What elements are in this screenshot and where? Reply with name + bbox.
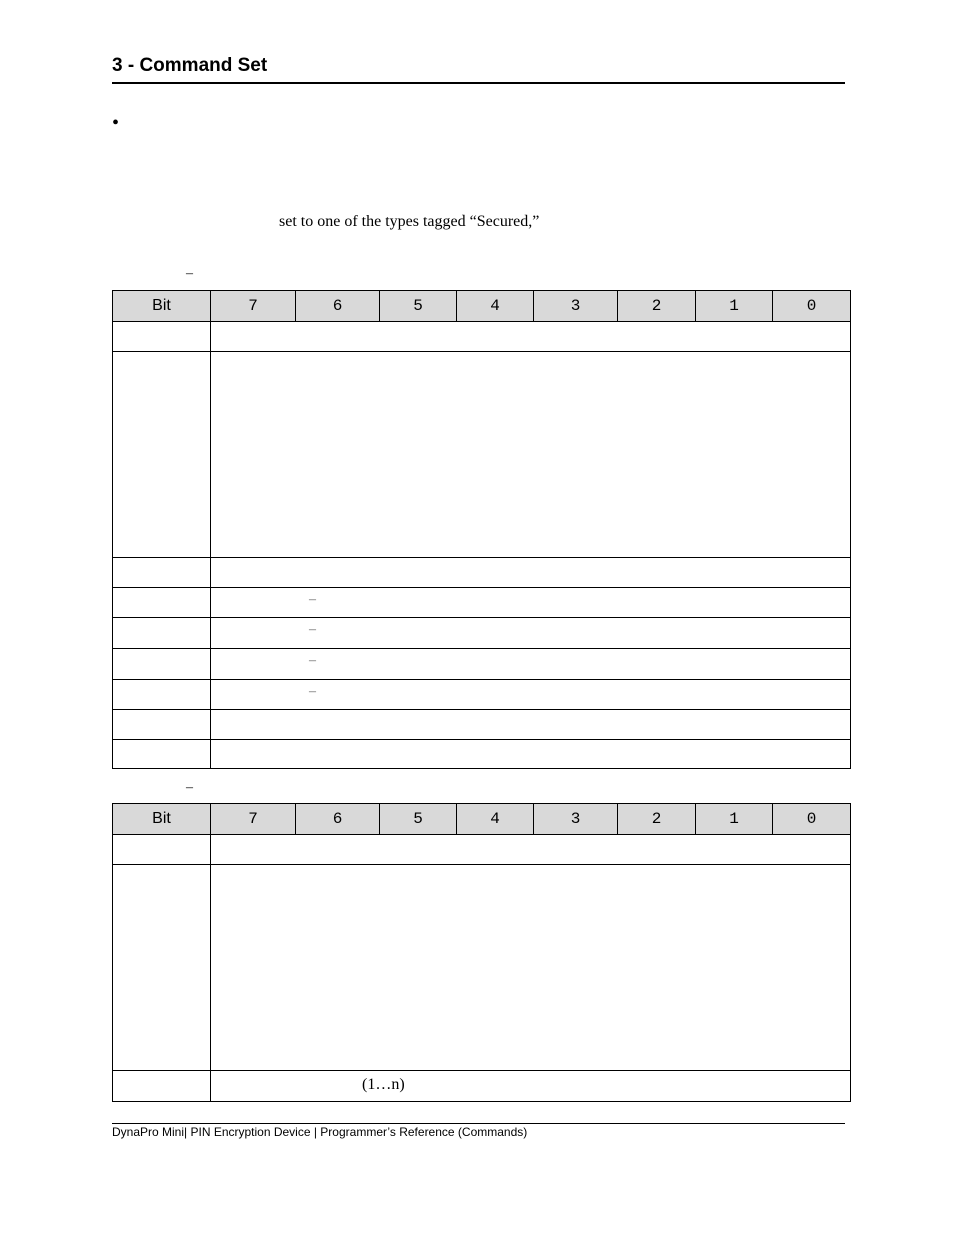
table-row bbox=[113, 588, 851, 618]
bit-header: Bit bbox=[113, 291, 211, 322]
table-row bbox=[113, 322, 851, 352]
table-row bbox=[113, 558, 851, 588]
table2-header-row bbox=[113, 804, 851, 835]
bit-4: 4 bbox=[457, 804, 534, 835]
table-row bbox=[113, 865, 851, 1071]
bit-3: 3 bbox=[534, 804, 618, 835]
bit-2: 2 bbox=[618, 804, 696, 835]
bit-0: 0 bbox=[773, 291, 851, 322]
bit-7: 7 bbox=[211, 291, 296, 322]
footer-divider bbox=[112, 1123, 845, 1124]
table-row bbox=[113, 710, 851, 740]
row-dash: – bbox=[309, 622, 316, 637]
table-row bbox=[113, 740, 851, 769]
bit-2: 2 bbox=[618, 291, 696, 322]
paragraph-fragment: set to one of the types tagged “Secured,” bbox=[279, 213, 540, 230]
bit-5: 5 bbox=[380, 291, 457, 322]
row-text-index: (1…n) bbox=[362, 1076, 405, 1093]
bit-4: 4 bbox=[457, 291, 534, 322]
bit-1: 1 bbox=[696, 804, 773, 835]
bit-5: 5 bbox=[380, 804, 457, 835]
bit-3: 3 bbox=[534, 291, 618, 322]
row-dash: – bbox=[309, 592, 316, 607]
bit-table-2 bbox=[112, 803, 851, 1102]
bit-1: 1 bbox=[696, 291, 773, 322]
bit-0: 0 bbox=[773, 804, 851, 835]
table-row bbox=[113, 835, 851, 865]
bit-6: 6 bbox=[296, 804, 380, 835]
bit-7: 7 bbox=[211, 804, 296, 835]
bit-header: Bit bbox=[113, 804, 211, 835]
header-divider bbox=[112, 82, 845, 84]
table-row bbox=[113, 680, 851, 710]
table-row bbox=[113, 618, 851, 649]
table-row bbox=[113, 1071, 851, 1102]
bit-6: 6 bbox=[296, 291, 380, 322]
table-row bbox=[113, 352, 851, 558]
table1-header-row bbox=[113, 291, 851, 322]
bit-table-1 bbox=[112, 290, 851, 769]
bullet-point: • bbox=[112, 112, 120, 134]
table-row bbox=[113, 649, 851, 680]
page-title: 3 - Command Set bbox=[112, 55, 268, 76]
page-footer: DynaPro Mini| PIN Encryption Device | Programmer’s Reference (Commands) bbox=[112, 1125, 528, 1139]
row-dash: – bbox=[309, 684, 316, 699]
table1-caption-dash: – bbox=[186, 266, 193, 281]
table2-caption-dash: – bbox=[186, 780, 193, 795]
row-dash: – bbox=[309, 653, 316, 668]
